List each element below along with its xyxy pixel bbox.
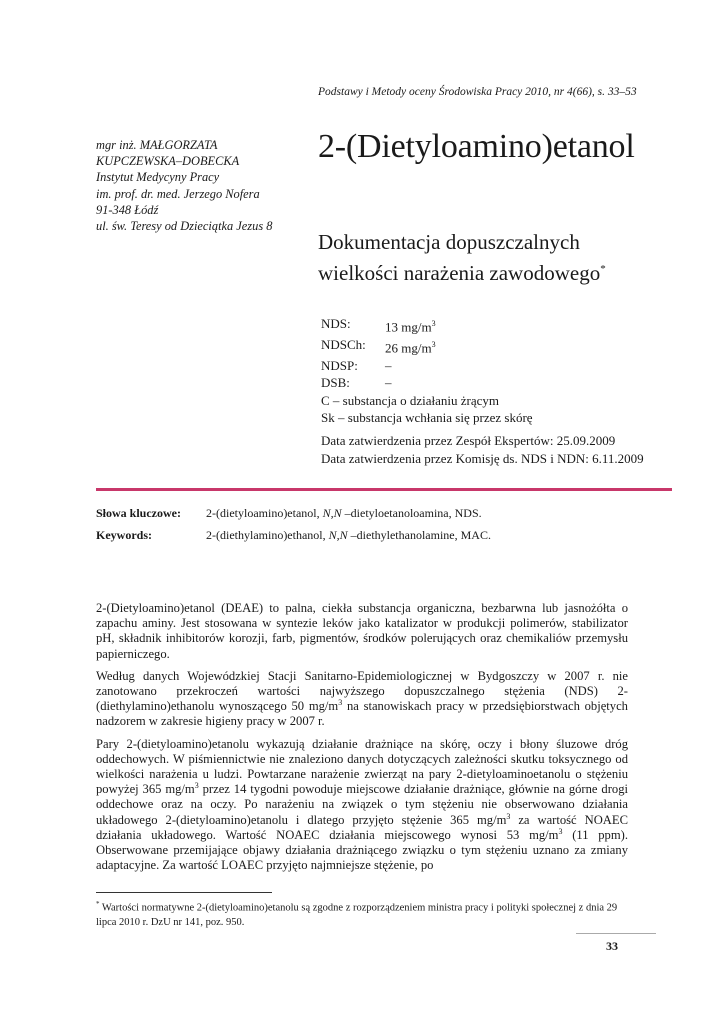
keywords-en-text-a: 2-(diethylamino)ethanol, [206,528,329,542]
nds-row [321,315,533,336]
keywords-en-label: Keywords: [96,528,152,542]
footnote-marker: * [600,263,606,275]
ndsp-label: NDSP: [321,357,358,373]
keywords-en-text-b: –diethylethanolamine, MAC. [347,528,491,542]
footnote-text: Wartości normatywne 2-(dietyloamino)etanolu są zgodne z rozporządzeniem ministra pracy i polityki społecznej z dnia 29 lipca 2010 r. DzU nr 141, poz. 950. [96,902,618,928]
dsb-label: DSB: [321,375,350,391]
author-block [96,137,311,234]
paragraph-3: Pary 2-(dietyloamino)etanolu wykazują działanie drażniące na skórę, oczy i błony śluzowe dróg oddechowych. W piśmiennictwie nie znaleziono danych dotyczących zależności skutku toksycznego od wielkości narażenia u ludzi. Powtarzane narażenie zwierząt na pary 2-dietyloaminoetanolu o stężeniu powyżej 365 $mg/m^3$ przez 14 tygodni powoduje miejscowe działanie drażniące, głównie na górne drogi oddechowe oraz na oczy. Po narażeniu na związek o tym stężeniu nie obserwowano działania układowego 2-(dietyloamino)etanolu i dlatego przyjęto stężenie 365 $mg/m^3$ za wartość NOAEC działania układowego. Wartość NOAEC działania miejscowego wynosi 53 $mg/m^3$ (11 ppm). Obserwowane przemijające objawy działania drażniącego związku o tym stężeniu uznano za zmiany adaptacyjne. Za wartość LOAEC przyjęto najmniejsze stężenie, po [96,736,628,873]
ndsch-value: 26 $mg/m^3$ [385,339,436,356]
keywords-en-italic: N,N [328,528,348,542]
dsb-row [321,374,533,392]
document-title: 2-(Dietyloamino)etanol [318,128,635,165]
subtitle-line-2-text: wielkości narażenia zawodowego [318,261,601,285]
keywords-en [96,528,491,543]
subtitle-line-1: Dokumentacja dopuszczalnych [318,230,580,254]
c-note: C – substancja o działaniu żrącym [321,392,499,408]
footnote-marker-ref: * [96,900,100,908]
paragraph-2: Według danych Wojewódzkiej Stacji Sanitarno-Epidemiologicznej w Bydgoszczy w 2007 r. nie zanotowano przekroczeń wartości najwyższego dopuszczalnego stężenia (NDS) 2-(diethylamino)ethanolu wynoszącego 50 $mg/m^3$ na stanowiskach pracy w przedsiębiorstwach objętych nadzorem w zakresie higieny pracy w 2007 r. [96,668,628,729]
body-text [96,601,628,880]
journal-header: Podstawy i Metody oceny Środowiska Pracy 2010, nr 4(66), s. 33–53 [318,86,637,98]
approval-dates [321,432,644,468]
dsb-value: – [385,375,392,391]
nds-label: NDS: [321,316,351,331]
subtitle-line-2 [318,256,606,287]
footnote-divider [96,892,272,893]
sk-note: Sk – substancja wchłania się przez skórę [321,410,533,426]
ndsch-label: NDSCh: [321,336,366,352]
paragraph-1: 2-(Dietyloamino)etanol (DEAE) to palna, ciekła substancja organiczna, bezbarwna lub jasnożółta o zapachu aminy. Jest stosowana w syntezie leków jako katalizator w produkcji polimerów, stabilizator pH, składnik inhibitorów korozji, farb, pigmentów, środków polerujących oraz chemikaliów przemysłu papierniczego. [96,601,628,661]
page-number-rule [576,933,656,934]
nds-value: 13 $mg/m^3$ [385,319,436,335]
author-city-line: 91-348 Łódź [96,202,159,217]
keywords-pl-italic: N,N [322,506,342,520]
section-divider [96,488,672,491]
ndsp-value: – [385,357,392,373]
keywords-pl-text-a: 2-(dietyloamino)etanol, [206,506,323,520]
document-subtitle [318,229,606,287]
footnote [96,897,636,931]
exposure-limits [321,315,533,427]
author-surname-line: KUPCZEWSKA–DOBECKA [96,154,240,169]
ndsch-row [321,336,533,357]
author-institute-patron-line: im. prof. dr. med. Jerzego Nofera [96,186,260,201]
author-street-line: ul. św. Teresy od Dzieciątka Jezus 8 [96,219,273,234]
keywords-pl [96,506,482,521]
page-number: 33 [606,939,618,953]
keywords-pl-label: Słowa kluczowe: [96,506,181,520]
commission-approval-date: Data zatwierdzenia przez Komisję ds. NDS i NDN: 6.11.2009 [321,451,644,466]
keywords-pl-text-b: –dietyloetanoloamina, NDS. [341,506,482,520]
ndsp-row [321,357,533,375]
author-institute-line: Instytut Medycyny Pracy [96,170,220,185]
experts-approval-date: Data zatwierdzenia przez Zespół Ekspertów: 25.09.2009 [321,433,616,448]
author-name-line: mgr inż. MAŁGORZATA [96,138,218,152]
